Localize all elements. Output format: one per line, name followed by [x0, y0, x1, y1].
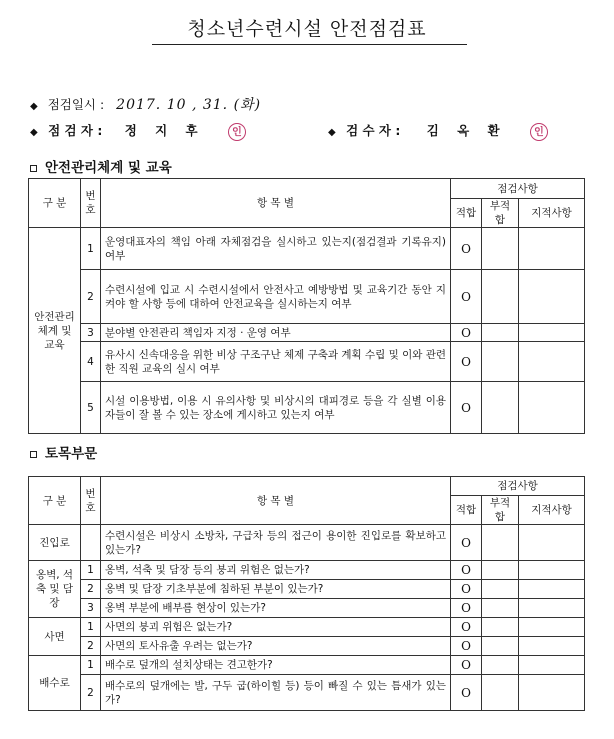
- table-row: [29, 599, 585, 618]
- remarks-cell: [519, 599, 585, 618]
- row-number: 2: [81, 637, 101, 656]
- remarks-cell: [519, 270, 585, 324]
- remarks-cell: [519, 561, 585, 580]
- diamond-bullet-icon: ◆: [328, 127, 336, 138]
- header-remarks: 지적사항: [519, 496, 585, 525]
- fail-cell: [482, 656, 519, 675]
- inspection-date-line: [30, 94, 261, 114]
- header-items: 항 목 별: [101, 477, 451, 525]
- table-row: [29, 656, 585, 675]
- section2-table: [28, 476, 585, 711]
- fail-cell: [482, 324, 519, 342]
- row-text: 운영대표자의 책임 아래 자체점검을 실시하고 있는지(점검결과 기록유지) 여부: [101, 228, 451, 270]
- header-fail: 부적합: [482, 496, 519, 525]
- pass-mark: O: [451, 599, 482, 618]
- reviewer-label: 검 수 자 :: [346, 123, 401, 138]
- section2-heading: 토목부문: [30, 442, 97, 462]
- row-number: 2: [81, 270, 101, 324]
- group-label: 옹벽, 석축 및 담장: [29, 561, 81, 618]
- fail-cell: [482, 342, 519, 382]
- remarks-cell: [519, 228, 585, 270]
- fail-cell: [482, 599, 519, 618]
- row-text: 사면의 토사유출 우려는 없는가?: [101, 637, 451, 656]
- header-number: 번호: [81, 477, 101, 525]
- inspector-line: [30, 121, 246, 141]
- pass-mark: O: [451, 342, 482, 382]
- remarks-cell: [519, 324, 585, 342]
- fail-cell: [482, 382, 519, 434]
- table-row: [29, 270, 585, 324]
- table-row: [29, 228, 585, 270]
- row-number: 2: [81, 580, 101, 599]
- square-bullet-icon: [30, 165, 37, 172]
- pass-mark: O: [451, 525, 482, 561]
- row-text: 수련시설은 비상시 소방차, 구급차 등의 접근이 용이한 진입로를 확보하고 있는가?: [101, 525, 451, 561]
- row-number: 1: [81, 656, 101, 675]
- inspection-date-label: 점검일시 :: [47, 97, 105, 112]
- section1-heading: 안전관리체계 및 교육: [30, 156, 172, 176]
- table-row: [29, 561, 585, 580]
- pass-mark: O: [451, 324, 482, 342]
- reviewer-seal: 인: [530, 123, 548, 141]
- pass-mark: O: [451, 228, 482, 270]
- row-number: 4: [81, 342, 101, 382]
- header-check-group: 점검사항: [451, 477, 585, 496]
- fail-cell: [482, 270, 519, 324]
- fail-cell: [482, 675, 519, 711]
- table-row: [29, 342, 585, 382]
- table-row: [29, 525, 585, 561]
- remarks-cell: [519, 637, 585, 656]
- header-category: 구 분: [29, 477, 81, 525]
- table-row: [29, 580, 585, 599]
- group-label: 사면: [29, 618, 81, 656]
- remarks-cell: [519, 618, 585, 637]
- row-text: 유사시 신속대응을 위한 비상 구조구난 체제 구축과 계획 수립 및 이와 관련한 직원 교육의 실시 여부: [101, 342, 451, 382]
- row-number: 1: [81, 228, 101, 270]
- remarks-cell: [519, 675, 585, 711]
- table-row: [29, 675, 585, 711]
- pass-mark: O: [451, 656, 482, 675]
- pass-mark: O: [451, 675, 482, 711]
- row-text: 배수로의 덮개에는 발, 구두 굽(하이힐 등) 등이 빠질 수 있는 틈새가 있는가?: [101, 675, 451, 711]
- group-label: 안전관리 체계 및 교육: [29, 228, 81, 434]
- remarks-cell: [519, 525, 585, 561]
- header-pass: 적합: [451, 496, 482, 525]
- fail-cell: [482, 618, 519, 637]
- row-text: 수련시설에 입교 시 수련시설에서 안전사고 예방방법 및 교육기간 동안 지켜야 할 사항 등에 대하여 안전교육을 실시하는지 여부: [101, 270, 451, 324]
- remarks-cell: [519, 656, 585, 675]
- remarks-cell: [519, 580, 585, 599]
- remarks-cell: [519, 342, 585, 382]
- header-items: 항 목 별: [101, 179, 451, 228]
- row-text: 옹벽 부분에 배부름 현상이 있는가?: [101, 599, 451, 618]
- pass-mark: O: [451, 561, 482, 580]
- header-fail: 부적합: [482, 199, 519, 228]
- table-row: [29, 382, 585, 434]
- pass-mark: O: [451, 580, 482, 599]
- group-label: 진입로: [29, 525, 81, 561]
- inspection-date-value: 2017. 10 , 31. (화): [116, 97, 262, 113]
- fail-cell: [482, 561, 519, 580]
- row-text: 옹벽, 석축 및 담장 등의 붕괴 위험은 없는가?: [101, 561, 451, 580]
- fail-cell: [482, 228, 519, 270]
- remarks-cell: [519, 382, 585, 434]
- reviewer-line: [328, 121, 548, 141]
- header-category: 구 분: [29, 179, 81, 228]
- row-number: 3: [81, 324, 101, 342]
- square-bullet-icon: [30, 451, 37, 458]
- row-text: 배수로 덮개의 설치상태는 견고한가?: [101, 656, 451, 675]
- table-row: [29, 637, 585, 656]
- document-title: 청소년수련시설 안전점검표: [187, 18, 427, 40]
- header-remarks: 지적사항: [519, 199, 585, 228]
- row-number: 1: [81, 618, 101, 637]
- row-number: 5: [81, 382, 101, 434]
- row-number: 3: [81, 599, 101, 618]
- section1-table: [28, 178, 585, 434]
- inspector-label: 점 검 자 :: [48, 123, 103, 138]
- table-row: [29, 324, 585, 342]
- title-underline: [152, 44, 467, 45]
- table-row: [29, 618, 585, 637]
- fail-cell: [482, 637, 519, 656]
- header-pass: 적합: [451, 199, 482, 228]
- pass-mark: O: [451, 618, 482, 637]
- pass-mark: O: [451, 637, 482, 656]
- diamond-bullet-icon: ◆: [30, 127, 38, 138]
- pass-mark: O: [451, 382, 482, 434]
- row-text: 시설 이용방법, 이용 시 유의사항 및 비상시의 대피경로 등을 각 실별 이용자들이 잘 볼 수 있는 장소에 게시하고 있는지 여부: [101, 382, 451, 434]
- row-number: 1: [81, 561, 101, 580]
- fail-cell: [482, 525, 519, 561]
- pass-mark: O: [451, 270, 482, 324]
- reviewer-name: 김 옥 환: [426, 123, 500, 138]
- row-text: 사면의 붕괴 위험은 없는가?: [101, 618, 451, 637]
- fail-cell: [482, 580, 519, 599]
- row-number: [81, 525, 101, 561]
- diamond-bullet-icon: ◆: [30, 101, 38, 112]
- row-text: 분야별 안전관리 책임자 지정 · 운영 여부: [101, 324, 451, 342]
- row-text: 옹벽 및 담장 기초부분에 침하된 부분이 있는가?: [101, 580, 451, 599]
- header-check-group: 점검사항: [451, 179, 585, 199]
- header-number: 번호: [81, 179, 101, 228]
- inspector-seal: 인: [228, 123, 246, 141]
- inspector-name: 정 지 후: [124, 123, 198, 138]
- group-label: 배수로: [29, 656, 81, 711]
- row-number: 2: [81, 675, 101, 711]
